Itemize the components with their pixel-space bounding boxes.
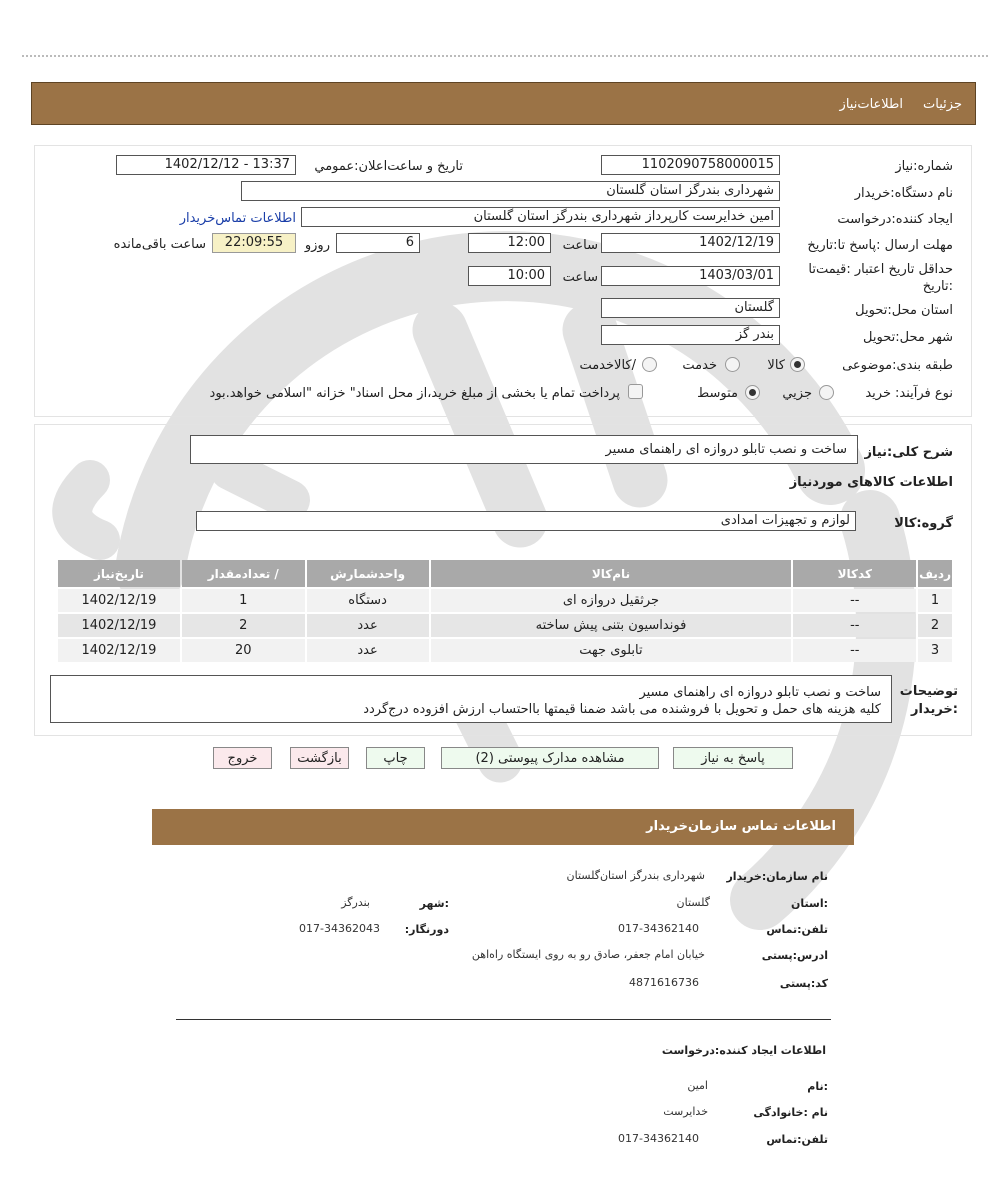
deadline-date-field: 1402/12/19 [601, 233, 780, 253]
goods-group-field: لوازم و تجهیزات امدادی [196, 511, 856, 531]
goods-group-label: گروه:کالا [894, 516, 953, 531]
treasury-payment-checkbox[interactable] [628, 384, 643, 399]
contact-phone-value: 017-34362140 [618, 922, 699, 935]
deadline-label: مهلت ارسال :پاسخ تا:تاریخ [807, 238, 953, 253]
cell-row: 1 [918, 589, 952, 612]
creator-name-label: :نام [807, 1080, 828, 1093]
category-goods-radio[interactable] [790, 357, 805, 372]
summary-label: شرح کلی:نیاز [864, 445, 953, 460]
buyer-notes-box [50, 675, 892, 723]
view-attachments-button[interactable]: مشاهده مدارک پیوستی (2) [441, 747, 659, 769]
col-code: کدکالا [793, 560, 916, 587]
category-label: طبقه بندی:موضوعی [842, 358, 953, 373]
cell-unit: عدد [307, 614, 429, 637]
city-label: شهر محل:تحویل [863, 330, 953, 345]
cell-row: 2 [918, 614, 952, 637]
buyer-notes-line-2: کلیه هزینه های حمل و تحویل با فروشنده می باشد ضمنا قیمتها بااحتساب ارزش افزوده درج‌گردد [363, 702, 881, 717]
top-dotted-divider [22, 55, 988, 57]
col-row: ردیف [918, 560, 952, 587]
announce-label: تاریخ و ساعت‌اعلان:عمومي [314, 159, 463, 174]
category-both-radio[interactable] [642, 357, 657, 372]
col-unit: واحدشمارش [307, 560, 429, 587]
contact-city-label: :شهر [419, 897, 449, 910]
buyer-contact-header [152, 809, 854, 845]
cell-need-date: 1402/12/19 [58, 589, 180, 612]
days-label: روزو [304, 238, 330, 253]
print-button[interactable]: چاپ [366, 747, 425, 769]
table-row [58, 614, 952, 637]
need-number-label: شماره:نیاز [895, 159, 953, 174]
category-goods-label: کالا [767, 358, 785, 373]
contact-divider [176, 1019, 831, 1020]
process-small-radio[interactable] [819, 385, 834, 400]
cell-unit: دستگاه [307, 589, 429, 612]
province-field: گلستان [601, 298, 780, 318]
cell-need-date: 1402/12/19 [58, 639, 180, 662]
deadline-time-field: 12:00 [468, 233, 551, 253]
validity-time-label: ساعت [562, 270, 598, 285]
tab-need-info[interactable]: اطلاعات‌نیاز [839, 97, 903, 112]
contact-fax-label: دورنگار: [404, 923, 449, 936]
tab-details[interactable]: جزئیات [923, 97, 962, 112]
cell-name: تابلوی جهت [431, 639, 792, 662]
creator-family-value: خدایرست [663, 1105, 708, 1118]
announce-field: 1402/12/12 - 13:37 [116, 155, 296, 175]
col-quantity: / تعدادمقدار [182, 560, 305, 587]
back-button[interactable]: بازگشت [290, 747, 349, 769]
category-both-label: /کالاخدمت [579, 358, 636, 373]
cell-code: -- [793, 639, 916, 662]
creator-family-label: نام :خانوادگی [753, 1106, 828, 1119]
cell-name: جرثقیل دروازه ای [431, 589, 792, 612]
validity-label: حداقل تاریخ اعتبار :قیمت‌تا :تاریخ [808, 262, 953, 294]
need-number-field: 1102090758000015 [601, 155, 780, 175]
city-field: بندر گز [601, 325, 780, 345]
contact-postal-value: 4871616736 [629, 976, 699, 989]
remaining-label: ساعت باقی‌مانده [113, 237, 206, 252]
contact-city-value: بندرگز [341, 896, 370, 909]
remaining-time-field: 22:09:55 [212, 233, 296, 253]
contact-postal-label: کد:پستی [779, 977, 828, 990]
exit-button[interactable]: خروج [213, 747, 272, 769]
category-service-radio[interactable] [725, 357, 740, 372]
cell-code: -- [793, 614, 916, 637]
contact-province-value: گلستان [676, 896, 710, 909]
buyer-notes-label-1: توضیحات [899, 684, 958, 699]
days-field: 6 [336, 233, 420, 253]
contact-org-label: نام سازمان:خریدار [726, 870, 828, 883]
buyer-contact-title: اطلاعات تماس سازمان‌خریدار [646, 819, 836, 834]
cell-row: 3 [918, 639, 952, 662]
creator-phone-label: تلفن:تماس [766, 1133, 828, 1146]
category-service-label: خدمت [682, 358, 717, 373]
contact-phone-label: تلفن:تماس [766, 923, 828, 936]
deadline-time-label: ساعت [562, 238, 598, 253]
contact-org-value: شهرداری بندرگز استان‌گلستان [566, 869, 705, 882]
col-need-date: تاریخ‌نیاز [58, 560, 180, 587]
goods-info-title: اطلاعات کالاهای مورد‌نیاز [789, 475, 953, 490]
cell-need-date: 1402/12/19 [58, 614, 180, 637]
cell-quantity: 20 [182, 639, 305, 662]
creator-field: امین خدایرست کارپرداز شهرداری بندرگز استان گلستان [301, 207, 780, 227]
creator-info-title: اطلاعات ایجاد کننده:درخواست [661, 1044, 826, 1057]
validity-time-field: 10:00 [468, 266, 551, 286]
cell-name: فونداسیون بتنی پیش ساخته [431, 614, 792, 637]
creator-name-value: امین [687, 1079, 708, 1092]
process-medium-radio[interactable] [745, 385, 760, 400]
goods-table [56, 558, 954, 664]
contact-fax-value: 017-34362043 [299, 922, 380, 935]
process-label: نوع فرآیند: [895, 386, 953, 401]
validity-date-field: 1403/03/01 [601, 266, 780, 286]
summary-field: ساخت و نصب تابلو دروازه ای راهنمای مسیر [190, 435, 858, 464]
creator-phone-value: 017-34362140 [618, 1132, 699, 1145]
contact-province-label: :استان [791, 897, 828, 910]
buyer-org-label: نام دستگاه:خریدار [854, 186, 953, 201]
contact-address-value: خیابان امام جعفر، صادق رو به روی ایستگاه راه‌اهن [471, 948, 705, 961]
buyer-contact-link[interactable]: اطلاعات تماس‌خریدار [179, 211, 296, 226]
province-label: استان محل:تحویل [855, 303, 953, 318]
process-medium-label: متوسط [697, 386, 738, 401]
reply-button[interactable]: پاسخ به نیاز [673, 747, 793, 769]
cell-code: -- [793, 589, 916, 612]
creator-label: ایجاد کننده:درخواست [837, 212, 953, 227]
process-buy-label: خرید [865, 386, 891, 401]
process-small-label: جزیي [782, 386, 812, 401]
buyer-notes-label-2: :خریدار [911, 702, 958, 717]
cell-unit: عدد [307, 639, 429, 662]
contact-address-label: ادرس:پستی [761, 949, 828, 962]
cell-quantity: 1 [182, 589, 305, 612]
treasury-payment-note: پرداخت تمام یا بخشی از مبلغ خرید،از محل اسناد" خزانه "اسلامی خواهد.بود [209, 386, 620, 401]
col-name: نام‌کالا [431, 560, 792, 587]
table-row [58, 589, 952, 612]
table-row [58, 639, 952, 662]
buyer-org-field: شهرداری بندرگز استان گلستان [241, 181, 780, 201]
details-header-bar [31, 82, 976, 125]
buyer-notes-line-1: ساخت و نصب تابلو دروازه ای راهنمای مسیر [639, 685, 881, 700]
cell-quantity: 2 [182, 614, 305, 637]
